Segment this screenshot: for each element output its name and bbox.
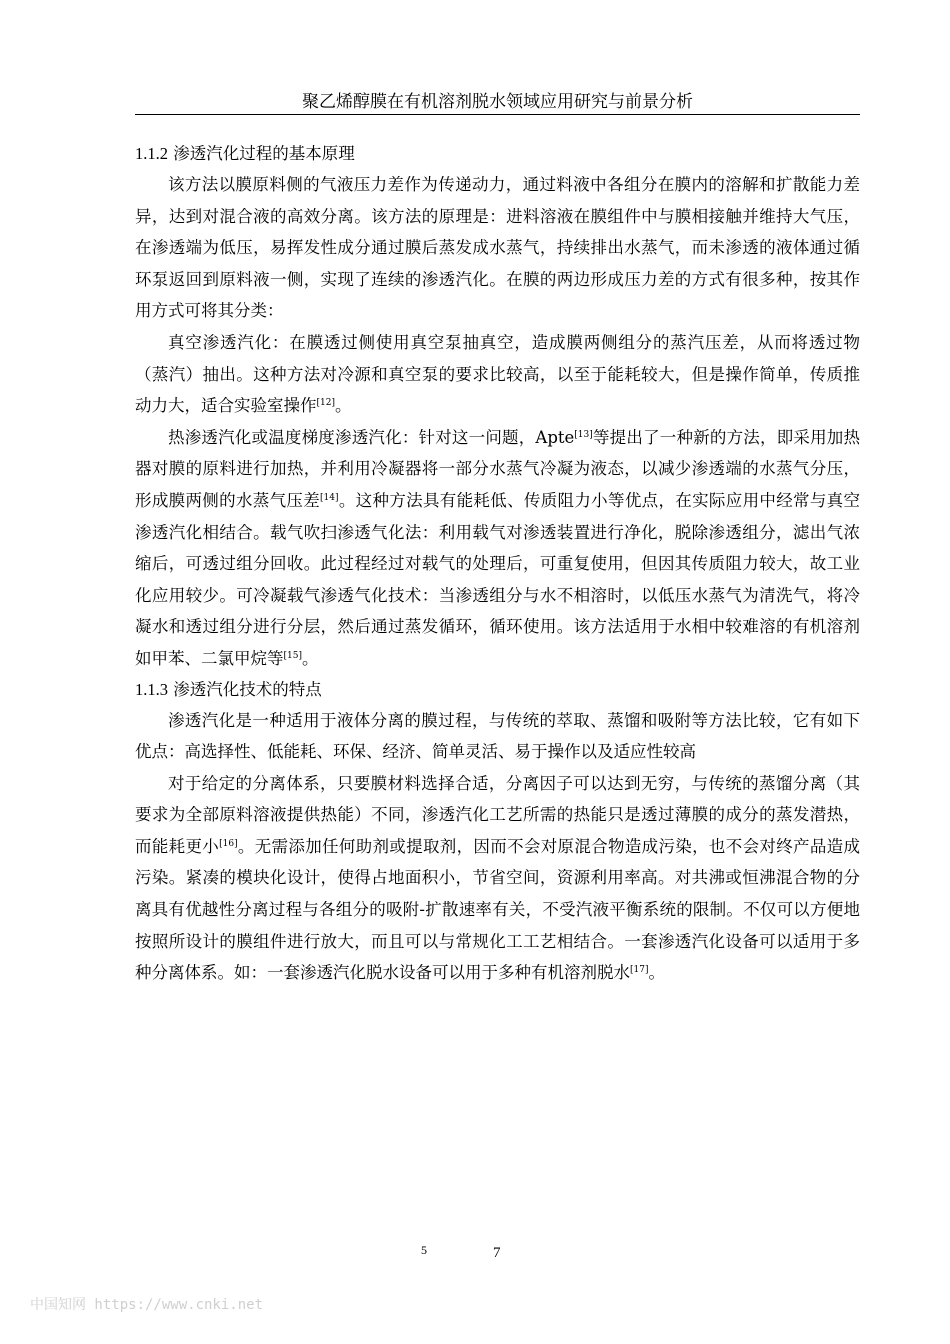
paragraph-text: 热渗透汽化或温度梯度渗透汽化：针对这一问题，Apte bbox=[168, 427, 575, 447]
document-body bbox=[135, 139, 860, 989]
section-title: 渗透汽化过程的基本原理 bbox=[173, 144, 355, 163]
citation: [15] bbox=[283, 650, 302, 661]
page-number: 7 bbox=[493, 1245, 501, 1261]
paragraph-text: 。 bbox=[334, 396, 352, 416]
paragraph-text: 。 bbox=[301, 648, 319, 668]
citation: [16] bbox=[219, 838, 238, 849]
paragraph-text: 等提出了一种新的方法，即采用加热器对膜的原料进行加热，并利用冷凝器将一部分水蒸气冷凝为液态，以减少渗透端的水蒸气分压，形成膜两侧的水蒸气压差 bbox=[135, 427, 860, 510]
running-header: 聚乙烯醇膜在有机溶剂脱水领域应用研究与前景分析 bbox=[302, 92, 693, 112]
section-heading-1-1-2 bbox=[135, 139, 860, 169]
paragraph-text: 对于给定的分离体系，只要膜材料选择合适，分离因子可以达到无穷，与传统的蒸馏分离（其要求为全部原料溶液提供热能）不同，渗透汽化工艺所需的热能只是透过薄膜的成分的蒸发潜热，而能耗更小 bbox=[135, 773, 860, 856]
citation: [12] bbox=[316, 398, 335, 409]
paragraph bbox=[135, 768, 860, 989]
page-number-small: 5 bbox=[421, 1243, 427, 1257]
paragraph: 渗透汽化是一种适用于液体分离的膜过程，与传统的萃取、蒸馏和吸附等方法比较，它有如下优点：高选择性、低能耗、环保、经济、简单灵活、易于操作以及适应性较高 bbox=[135, 710, 860, 762]
section-title: 渗透汽化技术的特点 bbox=[173, 679, 322, 699]
section-number: 1.1.2 bbox=[135, 144, 168, 163]
watermark: 中国知网 https://www.cnki.net bbox=[30, 1297, 264, 1313]
citation: [17] bbox=[630, 965, 649, 976]
paragraph bbox=[135, 422, 860, 675]
paragraph-text: 。无需添加任何助剂或提取剂，因而不会对原混合物造成污染，也不会对终产品造成污染。紧凑的模块化设计，使得占地面积小，节省空间，资源利用率高。对共沸或恒沸混合物的分离具有优越性分离过程与各组分的吸附-扩散速率有关，不受汽液平衡系统的限制。不仅可以方便地按照所设计的膜组件进行放大，而且可以与常规化工工艺相结合。一套渗透汽化设备可以适用于多种分离体系。如：一套渗透汽化脱水设备可以用于多种有机溶剂脱水 bbox=[135, 836, 861, 983]
citation: [13] bbox=[574, 429, 593, 440]
paragraph: 该方法以膜原料侧的气液压力差作为传递动力，通过料液中各组分在膜内的溶解和扩散能力差异，达到对混合液的高效分离。该方法的原理是：进料溶液在膜组件中与膜相接触并维持大气压，在渗透端为低压，易挥发性成分通过膜后蒸发成水蒸气，持续排出水蒸气，而未渗透的液体通过循环泵返回到原料液一侧，实现了连续的渗透汽化。在膜的两边形成压力差的方式有很多种，按其作用方式可将其分类： bbox=[135, 175, 860, 321]
header-rule bbox=[135, 114, 860, 115]
citation: [14] bbox=[320, 492, 339, 503]
paragraph-text: 真空渗透汽化：在膜透过侧使用真空泵抽真空，造成膜两侧组分的蒸汽压差，从而将透过物（蒸汽）抽出。这种方法对冷源和真空泵的要求比较高，以至于能耗较大，但是操作简单，传质推动力大，适合实验室操作 bbox=[135, 332, 860, 416]
section-number: 1.1.3 bbox=[135, 679, 168, 699]
paragraph-text: 。 bbox=[648, 963, 665, 983]
paragraph-text: 。这种方法具有能耗低、传质阻力小等优点，在实际应用中经常与真空渗透汽化相结合。载气吹扫渗透气化法：利用载气对渗透装置进行净化，脱除渗透组分，滤出气浓缩后，可透过组分回收。此过程经过对载气的处理后，可重复使用，但因其传质阻力较大，故工业化应用较少。可冷凝载气渗透气化技术：当渗透组分与水不相溶时，以低压水蒸气为清洗气，将冷凝水和透过组分进行分层，然后通过蒸发循环，循环使用。该方法适用于水相中较难溶的有机溶剂如甲苯、二氯甲烷等 bbox=[135, 490, 861, 668]
paragraph bbox=[135, 327, 860, 422]
section-heading-1-1-3 bbox=[135, 675, 860, 705]
